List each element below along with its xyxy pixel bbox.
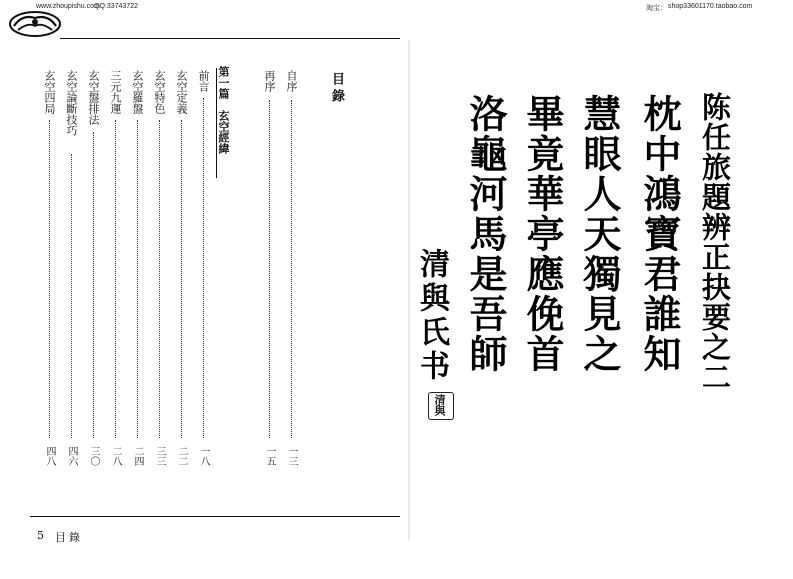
- toc-entry-four-bureaus: [42, 70, 58, 470]
- toc-entry-page: 二四: [132, 446, 143, 466]
- toc-dot-leader: [115, 120, 116, 438]
- seal-text: 清與: [433, 394, 446, 416]
- toc-entry-page: 三〇: [88, 446, 99, 466]
- toc-entry-page: 四六: [66, 446, 77, 466]
- footer-rule: [30, 516, 400, 517]
- toc-entry-judgement: [64, 70, 80, 470]
- toc-entry-definition: [174, 70, 190, 470]
- header-shop-label: 淘宝：: [646, 5, 667, 12]
- toc-dot-leader: [291, 100, 292, 438]
- toc-entry-second-preface: [262, 70, 278, 470]
- toc-entry-label: 再序: [263, 70, 276, 92]
- toc-dot-leader: [269, 100, 270, 438]
- toc-entry-page: 三三: [154, 446, 165, 466]
- toc-entry-features: [152, 70, 168, 470]
- toc-dot-leader: [137, 120, 138, 438]
- toc-entry-page: 一五: [264, 446, 275, 466]
- part-heading-rule: [216, 68, 217, 178]
- toc-title: 目錄: [329, 72, 344, 106]
- calligraphy-seal: [428, 392, 454, 420]
- header-qq: QQ:33743722: [94, 3, 138, 10]
- toc-entry-label: 自序: [285, 70, 298, 92]
- header-website: www.zhoupishu.com: [36, 3, 100, 10]
- toc-entry-compass: [130, 70, 146, 470]
- toc-entry-page: 一三: [286, 446, 297, 466]
- part-heading: 第一篇 玄空經緯: [217, 66, 230, 154]
- toc-entry-label: 玄空羅盤: [131, 70, 144, 114]
- calligraphy-title-column: 陈任旅題辨正抉要之二: [698, 92, 732, 392]
- toc-dot-leader: [49, 120, 50, 438]
- toc-entry-foreword: [196, 70, 212, 470]
- toc-entry-label: 玄空特色: [153, 70, 166, 114]
- toc-dot-leader: [93, 132, 94, 438]
- footer-page-number: 5: [37, 529, 44, 542]
- toc-entry-preface: [284, 70, 300, 470]
- toc-dot-leader: [71, 154, 72, 438]
- toc-entry-label: 三元九運: [109, 70, 122, 114]
- toc-entry-label: 玄空論斷技巧: [65, 70, 78, 136]
- toc-entry-label: 玄空四局: [43, 70, 56, 114]
- toc-entry-nine-cycles: [108, 70, 124, 470]
- toc-entry-label: 玄空盤排法: [87, 70, 100, 125]
- logo-emblem: [8, 8, 62, 38]
- header-rule: [60, 38, 400, 39]
- toc-dot-leader: [181, 120, 182, 438]
- header-shop-url: shop33601170.taobao.com: [668, 3, 753, 10]
- calligraphy-poem-line-2: 慧眼人天獨見之: [577, 94, 622, 374]
- toc-entry-chart-method: [86, 70, 102, 470]
- toc-dot-leader: [203, 98, 204, 438]
- calligraphy-poem-line-3: 畢竟華亭應俛首: [520, 94, 565, 374]
- toc-dot-leader: [159, 120, 160, 438]
- footer-section: 目錄: [55, 531, 83, 544]
- calligraphy-poem-line-1: 枕中鴻寶君誰知: [637, 94, 682, 374]
- toc-entry-label: 前言: [197, 70, 210, 92]
- calligraphy-poem-line-4: 洛龜河馬是吾師: [463, 94, 508, 374]
- toc-entry-label: 玄空定義: [175, 70, 188, 114]
- page-gutter: [408, 40, 410, 540]
- toc-entry-page: 四八: [44, 446, 55, 466]
- toc-entry-page: 一八: [198, 446, 209, 466]
- calligraphy-signature: 清與氏书: [414, 248, 449, 384]
- toc-entry-page: 二二: [176, 446, 187, 466]
- toc-entry-page: 二八: [110, 446, 121, 466]
